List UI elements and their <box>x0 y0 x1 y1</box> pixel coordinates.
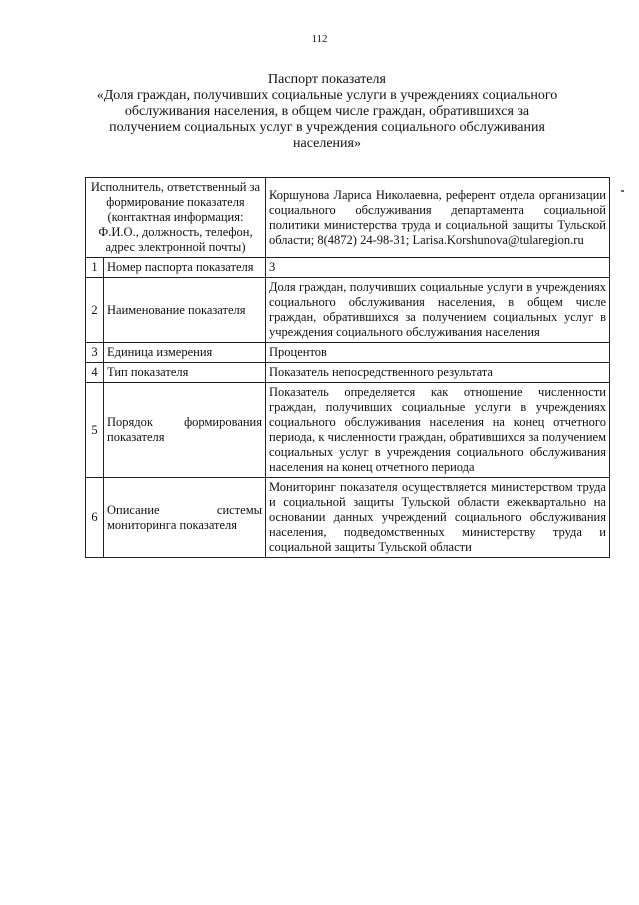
indicator-passport-table <box>85 177 610 558</box>
row-number: 4 <box>86 363 104 383</box>
row-value: Процентов <box>266 343 610 363</box>
table-row <box>86 278 610 343</box>
executor-value: Коршунова Лариса Николаевна, референт отдела организации социального обслуживания департамента социальной политики министерства труда и социальной защиты Тульской области; 8(4872) 24-98-31; Larisa.Korshunova@tularegion.ru <box>266 178 610 258</box>
row-name: Порядок формирования показателя <box>104 383 266 478</box>
table-row <box>86 258 610 278</box>
row-number: 1 <box>86 258 104 278</box>
page-number: 112 <box>311 33 328 45</box>
table-row <box>86 478 610 558</box>
row-name: Тип показателя <box>104 363 266 383</box>
table-row <box>86 383 610 478</box>
row-number: 2 <box>86 278 104 343</box>
row-name: Описание системы мониторинга показателя <box>104 478 266 558</box>
row-number: 3 <box>86 343 104 363</box>
row-name: Наименование показателя <box>104 278 266 343</box>
row-value: Показатель непосредственного результата <box>266 363 610 383</box>
row-value: 3 <box>266 258 610 278</box>
row-number: 5 <box>86 383 104 478</box>
table-row-executor <box>86 178 610 258</box>
row-name: Номер паспорта показателя <box>104 258 266 278</box>
row-value: Мониторинг показателя осуществляется министерством труда и социальной защиты Тульской области ежеквартально на основании данных учреждений социального обслуживания населения, подведомственных министерству труда и социальной защиты Тульской области <box>266 478 610 558</box>
row-number: 6 <box>86 478 104 558</box>
table-row <box>86 343 610 363</box>
row-value: Доля граждан, получивших социальные услуги в учреждениях социального обслуживания населения, в общем числе граждан, обратившихся за получением социальных услуг в учреждения социального обслуживания населения <box>266 278 610 343</box>
title-line-passport: Паспорт показателя <box>268 72 386 87</box>
scan-artifact <box>621 190 624 192</box>
row-name: Единица измерения <box>104 343 266 363</box>
title-line-indicator-name: «Доля граждан, получивших социальные услуги в учреждениях социального обслуживания населения, в общем числе граждан, обратившихся за получением социальных услуг в учреждения социального обслуживания населения» <box>96 88 558 151</box>
executor-label: Исполнитель, ответственный за формирование показателя (контактная информация: Ф.И.О., должность, телефон, адрес электронной почты) <box>86 178 266 258</box>
table-row <box>86 363 610 383</box>
row-value: Показатель определяется как отношение численности граждан, получивших социальные услуги в учреждениях социального обслуживания населения на конец отчетного периода, к численности граждан, обратившихся за получением социальных услуг в учреждения социального обслуживания населения на конец отчетного периода <box>266 383 610 478</box>
document-title <box>92 72 562 152</box>
